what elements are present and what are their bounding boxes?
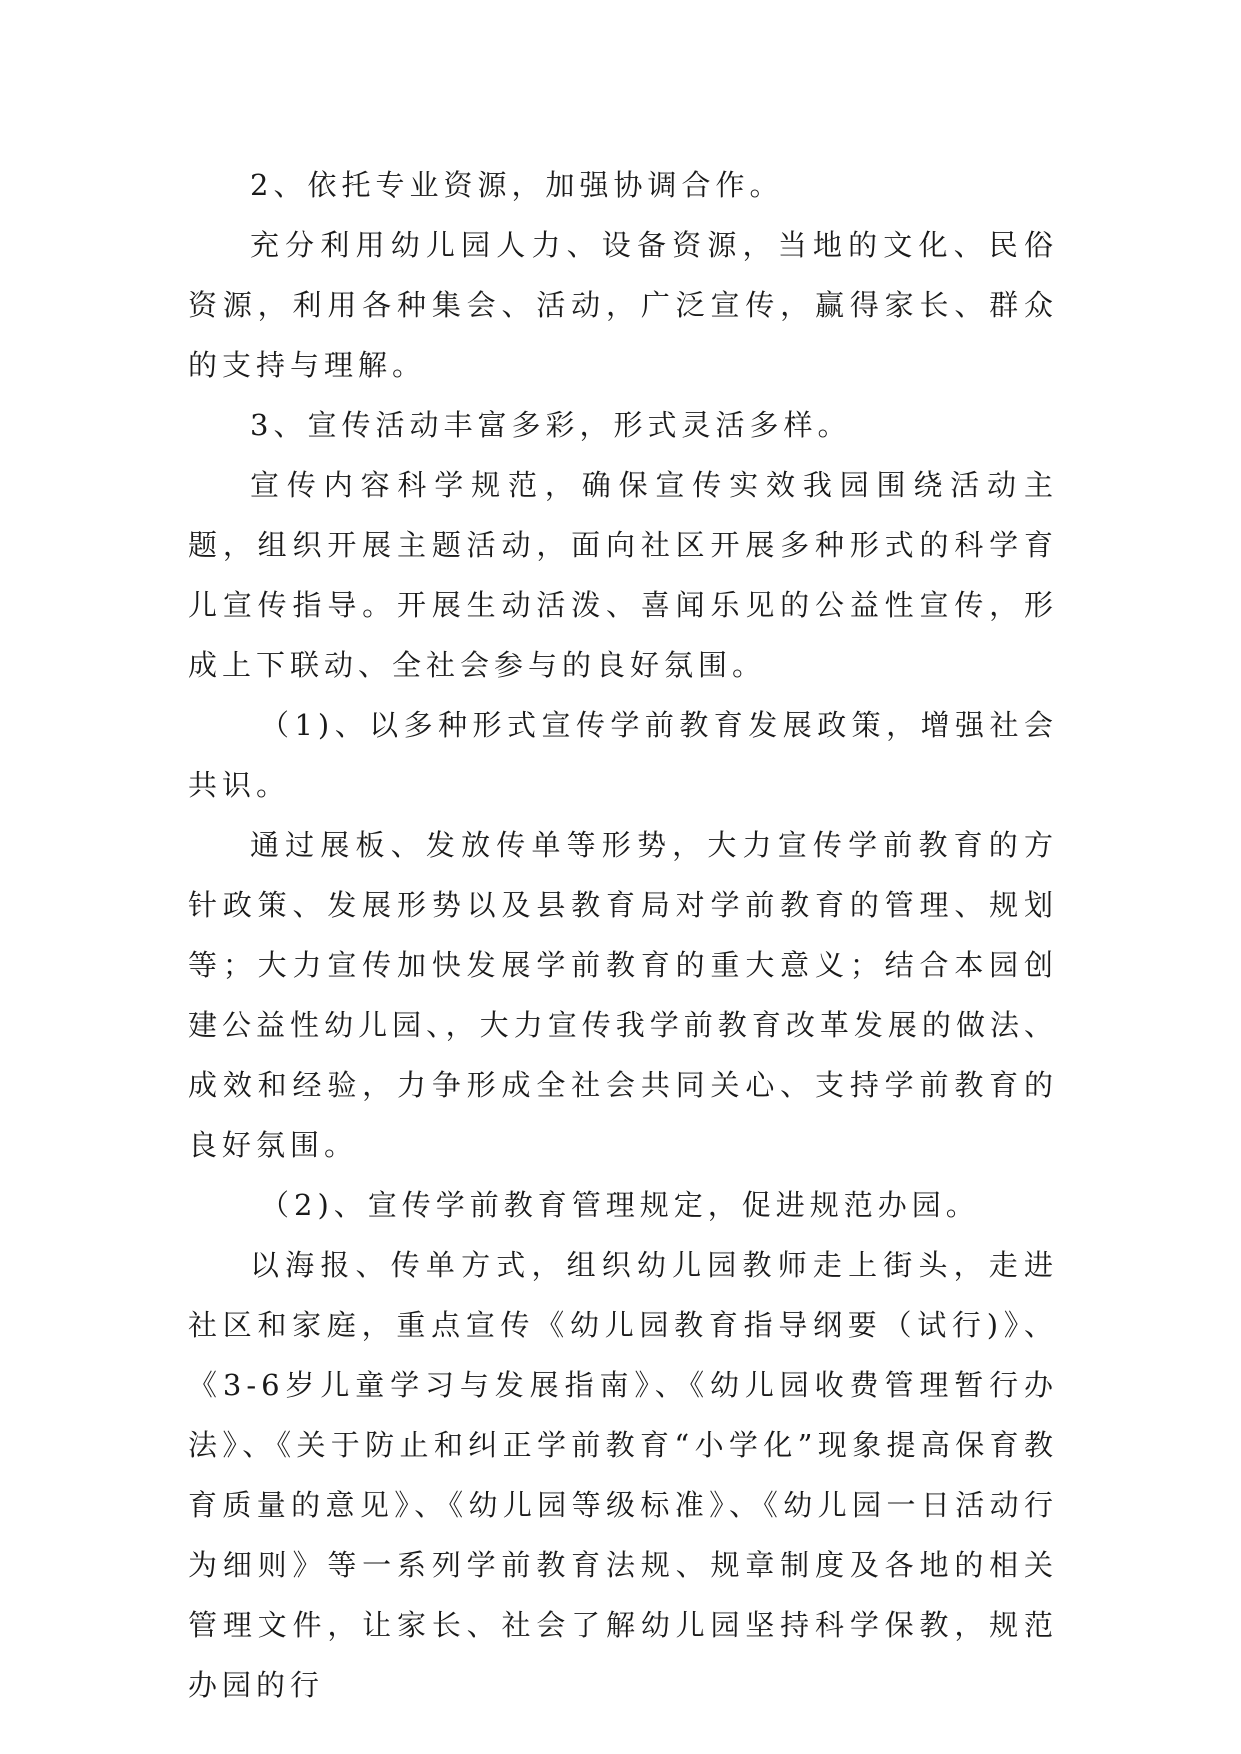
document-page: [188, 155, 1058, 1715]
body-paragraph: 以海报、传单方式，组织幼儿园教师走上街头，走进社区和家庭，重点宣传《幼儿园教育指导纲要（试行)》、《3-6岁儿童学习与发展指南》、《幼儿园收费管理暂行办法》、《关于防止和纠正学前教育“小学化”现象提高保育教育质量的意见》、《幼儿园等级标准》、《幼儿园一日活动行为细则》等一系列学前教育法规、规章制度及各地的相关管理文件，让家长、社会了解幼儿园坚持科学保教，规范办园的行: [188, 1248, 1058, 1702]
section-heading-3: 3、宣传活动丰富多彩，形式灵活多样。: [250, 408, 852, 442]
subsection-heading-1: （1)、以多种形式宣传学前教育发展政策，增强社会共识。: [188, 708, 1058, 802]
section-heading-2: 2、依托专业资源，加强协调合作。: [250, 168, 784, 202]
body-paragraph: 宣传内容科学规范，确保宣传实效我园围绕活动主题，组织开展主题活动，面向社区开展多种形式的科学育儿宣传指导。开展生动活泼、喜闻乐见的公益性宣传，形成上下联动、全社会参与的良好氛围。: [188, 468, 1058, 682]
subsection-heading-2: （2)、宣传学前教育管理规定，促进规范办园。: [260, 1188, 980, 1222]
body-paragraph: 充分利用幼儿园人力、设备资源，当地的文化、民俗资源，利用各种集会、活动，广泛宣传，赢得家长、群众的支持与理解。: [188, 228, 1058, 382]
body-paragraph: 通过展板、发放传单等形势，大力宣传学前教育的方针政策、发展形势以及县教育局对学前教育的管理、规划等；大力宣传加快发展学前教育的重大意义；结合本园创建公益性幼儿园、，大力宣传我学前教育改革发展的做法、成效和经验，力争形成全社会共同关心、支持学前教育的良好氛围。: [188, 828, 1058, 1162]
